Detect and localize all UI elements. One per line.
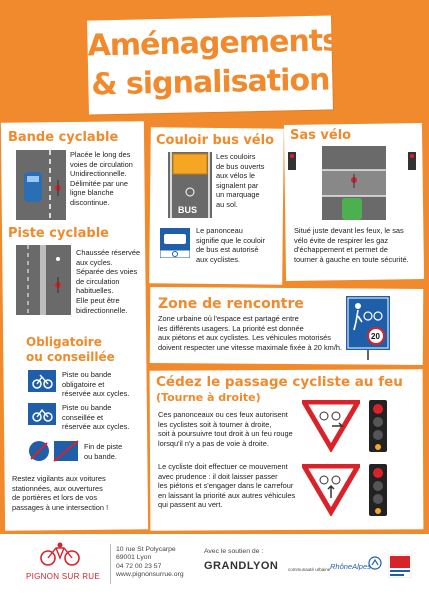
cedez-text-line: Le cycliste doit effectuer ce mouvement [158, 462, 288, 471]
couloir-sign-line: Le panonceau [196, 226, 243, 235]
brand-name: PIGNON SUR RUE [26, 572, 100, 581]
piste-cyclable-title: Piste cyclable [8, 226, 109, 241]
sas-text-line: d'échappement et permet de [294, 245, 388, 255]
grandlyon-subtitle: communauté urbaine [288, 567, 331, 572]
obligatoire-item-3 [84, 442, 122, 461]
bande-text-line: Placée le long des [70, 150, 131, 159]
page-title-line2: & signalisation [90, 62, 330, 103]
rencontre-title: Zone de rencontre [158, 296, 304, 312]
note-text-line: stationnées, aux ouvertures [12, 483, 103, 493]
cedez-text-line: avec prudence : il doit laisser passer [158, 471, 278, 481]
cedez-text-line: lorsqu'il n'y a pas de voie à droite. [158, 438, 269, 448]
sas-text-line: tourner à gauche en toute sécurité. [294, 254, 409, 264]
sas-text [294, 226, 409, 264]
obligatoire-item-2 [62, 403, 129, 432]
sas-text-line: vélo évite de respirer les gaz [294, 235, 389, 245]
couloir-text-line: un marquage [216, 190, 260, 200]
sas-title: Sas vélo [290, 128, 352, 143]
piste-cyclable-text [76, 248, 140, 315]
obligatoire-note [12, 474, 108, 512]
sas-illustration [288, 146, 420, 220]
note-text-line: Restez vigilants aux voitures [12, 474, 106, 483]
couloir-sign-line: aux cyclistes. [196, 254, 240, 264]
bande-text-line: ligne blanche [70, 188, 114, 198]
rencontre-text-line: Zone urbaine où l'espace est partagé entre [158, 314, 299, 323]
cyclist-yield-straight-sign-icon [302, 464, 360, 521]
website-link[interactable]: www.pignonsurrue.org [116, 571, 184, 579]
page-title-line1: Aménagements [87, 23, 340, 64]
piste-cyclable-illustration [16, 245, 71, 315]
obligatoire-text-line: réservée aux cycles. [62, 389, 130, 399]
piste-text-line: Elle peut être [76, 295, 120, 305]
grandlyon-logo: GRANDLYON [204, 560, 279, 572]
address-line: 10 rue St Polycarpe [116, 546, 176, 553]
bande-text-line: discontinue. [70, 197, 110, 207]
bande-cyclable-text [70, 150, 133, 208]
mandatory-cycle-sign-icon [28, 370, 56, 397]
obligatoire-text-line: réservée aux cycles. [62, 422, 130, 432]
obligatoire-text-line: Fin de piste [84, 442, 123, 451]
couloir-text-line: aux vélos le [216, 171, 256, 181]
obligatoire-text-line: Piste ou bande [62, 403, 112, 412]
couloir-sign-text [196, 226, 265, 264]
bande-text-line: Unidirectionnelle. [70, 169, 127, 179]
bus-lane-sign-icon [160, 228, 190, 263]
couloir-sign-line: de bus est autorisé [196, 245, 259, 255]
rhonealpes-logo: RhôneAlpes [330, 562, 371, 571]
cedez-text-line: en laissant la priorité aux autres véhicules [158, 490, 296, 500]
address-line: 69001 Lyon [116, 554, 152, 562]
traffic-light-icon [368, 400, 388, 457]
speed-limit-number: 20 [371, 332, 380, 341]
obligatoire-text-line: Piste ou bande [62, 370, 112, 379]
region-emblem-icon [368, 556, 382, 575]
couloir-text-line: de bus ouverts [216, 161, 265, 171]
cedez-text-1 [158, 410, 293, 448]
bande-text-line: voies de circulation [70, 159, 133, 169]
couloir-text-line: au sol. [216, 199, 238, 209]
note-text-line: de portières et lors de vos [12, 493, 98, 503]
bande-cyclable-title: Bande cyclable [8, 130, 119, 145]
bande-text-line: Délimitée par une [70, 178, 128, 188]
obligatoire-text-line: ou bande. [84, 451, 117, 461]
couloir-text [216, 152, 264, 210]
meeting-zone-sign-icon [346, 296, 390, 365]
piste-text-line: aux cycles. [76, 257, 113, 267]
rencontre-text [158, 314, 342, 352]
rencontre-text-line: doivent respecter une vitesse maximale fixée à 20 km/h. [158, 342, 343, 352]
piste-text-line: habituelles. [76, 286, 114, 296]
piste-text-line: bidirectionnelle. [76, 305, 128, 315]
obligatoire-text-line: obligatoire et [62, 379, 105, 389]
obligatoire-item-1 [62, 370, 129, 399]
obligatoire-title-line1: Obligatoire [26, 335, 102, 349]
cedez-text-line: Ces panonceaux ou ces feux autorisent [158, 410, 288, 419]
bande-cyclable-illustration [16, 150, 66, 220]
pignon-sur-rue-logo [38, 542, 82, 571]
couloir-text-line: Les couloirs [216, 152, 256, 161]
couloir-sign-line: signifie que le couloir [196, 235, 266, 245]
couloir-title: Couloir bus vélo [156, 133, 275, 148]
piste-text-line: de circulation [76, 276, 120, 286]
rencontre-text-line: les différents usagers. La priorité est donnée [158, 323, 304, 333]
end-cycle-lane-sign-icon [28, 440, 80, 467]
cyclist-yield-right-sign-icon [302, 400, 360, 457]
divider [110, 544, 111, 584]
obligatoire-text-line: conseillée et [62, 412, 104, 422]
traffic-light-icon [368, 464, 388, 521]
obligatoire-title-line2: ou conseillée [26, 350, 115, 364]
cedez-text-line: les cyclistes soit à tourner à droite, [158, 419, 272, 429]
cedez-text-line: soit à poursuivre tout droit à un feu rouge [158, 429, 293, 439]
title-panel [87, 15, 340, 114]
cedez-title: Cédez le passage cycliste au feu [156, 374, 403, 390]
sas-text-line: Situé juste devant les feux, le sas [294, 226, 404, 235]
advised-cycle-sign-icon [28, 403, 56, 430]
bus-marking-label: BUS [178, 205, 198, 215]
piste-text-line: Séparée des voies [76, 267, 138, 277]
support-label: Avec le soutien de : [204, 548, 264, 555]
partner-logo-icon [388, 554, 412, 583]
rencontre-text-line: aux piétons et aux cyclistes. Les véhicules motorisés [158, 333, 331, 343]
couloir-text-line: signalent par [216, 180, 259, 190]
cedez-text-line: les piétons et s'engager dans le carrefour [158, 481, 294, 491]
footer-address [116, 546, 184, 580]
footer [0, 534, 429, 594]
cedez-text-2 [158, 462, 295, 510]
cedez-subtitle: (Tourne à droite) [156, 391, 261, 404]
address-line: 04 72 00 23 57 [116, 562, 162, 570]
cedez-text-line: qui passent au vert. [158, 500, 223, 510]
note-text-line: passages à une intersection ! [12, 502, 109, 512]
piste-text-line: Chaussée réservée [76, 248, 141, 257]
